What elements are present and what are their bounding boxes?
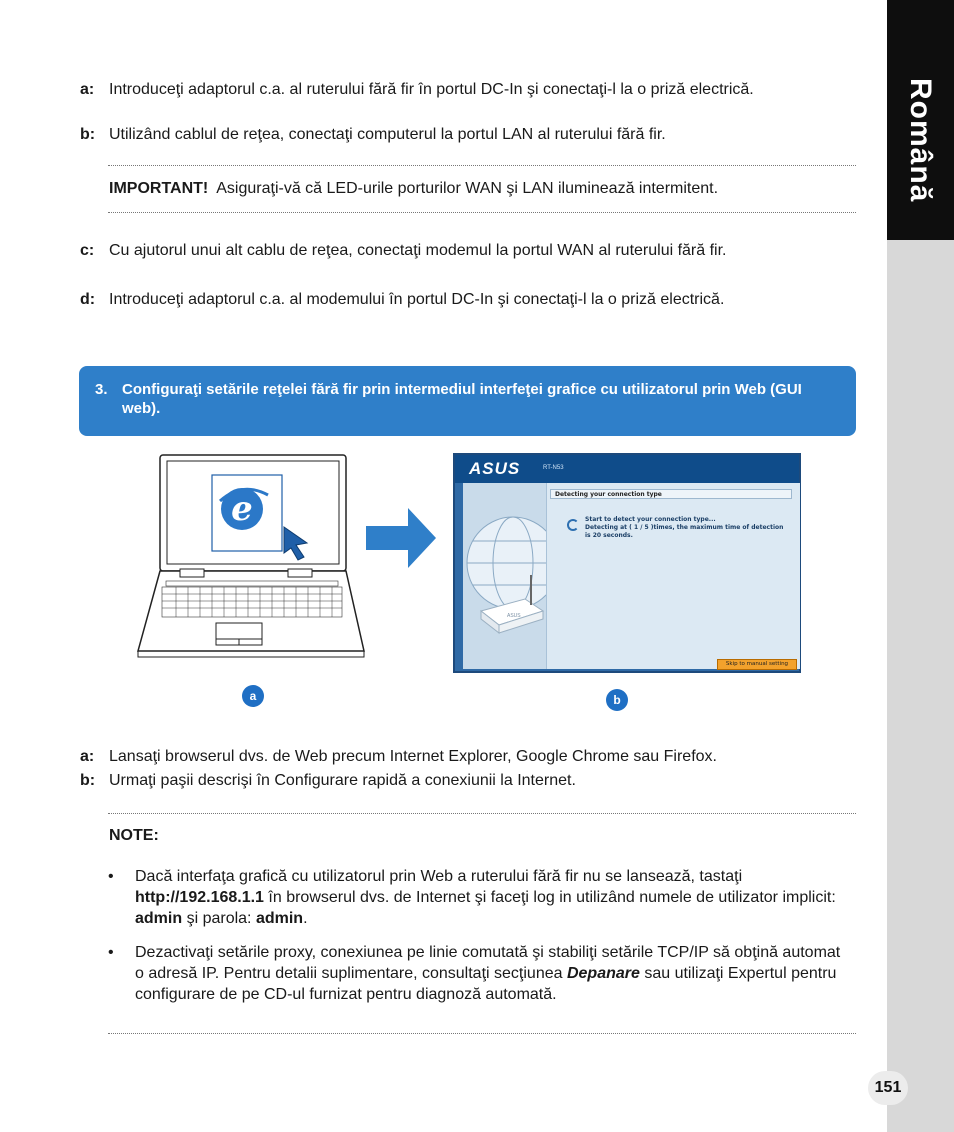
step-text: Introduceţi adaptorul c.a. al ruterului fără fir în portul DC-In şi conectaţi-l la o priză electrică. xyxy=(109,81,754,98)
router-model: RT-N53 xyxy=(543,465,564,471)
step-text: Cu ajutorul unui alt cablu de reţea, conectaţi modemul la portul WAN al ruterului fără fir. xyxy=(109,242,727,259)
important-text: Asiguraţi-vă că LED-urile porturilor WAN şi LAN iluminează intermitent. xyxy=(216,180,719,197)
troubleshooting-ref: Depanare xyxy=(566,965,640,982)
step-marker: b: xyxy=(80,126,96,143)
detect-line-1: Start to detect your connection type... xyxy=(585,516,716,523)
dotted-divider xyxy=(108,165,856,166)
detect-panel-title: Detecting your connection type xyxy=(550,489,792,499)
step-text: Utilizând cablul de reţea, conectaţi computerul la portul LAN al ruterului fără fir. xyxy=(109,126,666,143)
arrow-right-icon xyxy=(366,508,436,568)
step-text: Introduceţi adaptorul c.a. al modemului în portul DC-In şi conectaţi-l la o priză electrică. xyxy=(109,291,725,308)
section-banner xyxy=(79,366,856,436)
text-span: în browserul dvs. de Internet şi faceţi log in utilizând numele de utilizator implicit: xyxy=(263,889,836,906)
bullet-text xyxy=(135,866,848,929)
step-marker: a: xyxy=(80,748,95,765)
step-text: Lansaţi browserul dvs. de Web precum Internet Explorer, Google Chrome sau Firefox. xyxy=(109,748,717,765)
router-url: http://192.168.1.1 xyxy=(135,889,264,906)
step-marker: c: xyxy=(80,242,95,259)
default-password: admin xyxy=(255,910,304,927)
section-number: 3. xyxy=(95,381,108,398)
laptop-illustration xyxy=(136,453,368,661)
note-bullet-1 xyxy=(108,866,848,929)
step-c xyxy=(80,242,850,260)
bullet-dot: • xyxy=(108,944,114,961)
step-b-top xyxy=(80,126,850,144)
text-span: Dezactivaţi setările proxy, conexiunea pe linie comutată şi stabiliţi setările TCP/IP să obţină automat o adresă IP. Pentru detalii suplimentare, consultaţi secţiunea xyxy=(135,944,841,982)
bullet-text xyxy=(135,942,848,1005)
page-number: 151 xyxy=(868,1071,908,1105)
text-span: sau utilizaţi Expertul pentru configurare de pe CD-ul furnizat pentru diagnoză automată. xyxy=(135,965,837,1003)
section-title: Configuraţi setările reţelei fără fir prin intermediul interfeţei grafice cu utilizatorul prin Web (GUI web). xyxy=(122,381,802,417)
text-span: . xyxy=(303,910,308,927)
note-bullet-2 xyxy=(108,942,848,1005)
important-note xyxy=(109,180,718,198)
text-span: Dacă interfaţa grafică cu utilizatorul prin Web a ruterului fără fir nu se lansează, tastaţi xyxy=(135,868,743,885)
dotted-divider xyxy=(108,212,856,213)
important-label: IMPORTANT! xyxy=(109,180,209,197)
gui-left-panel xyxy=(463,483,546,669)
step-d xyxy=(80,291,850,309)
internet-explorer-icon xyxy=(212,475,282,551)
dotted-divider xyxy=(108,813,856,814)
asus-logo: ASUS xyxy=(469,459,521,478)
skip-manual-setting-button[interactable]: Skip to manual setting xyxy=(717,659,797,670)
step-a-top xyxy=(80,81,850,99)
step-a-bottom xyxy=(80,748,850,766)
note-heading: NOTE: xyxy=(109,827,159,844)
globe-router-graphic xyxy=(463,483,546,669)
step-marker: d: xyxy=(80,291,96,308)
loading-spinner-icon xyxy=(567,519,579,531)
figure-badge-b: b xyxy=(606,689,628,711)
step-text: Urmaţi paşii descrişi în Configurare rapidă a conexiunii la Internet. xyxy=(109,772,576,789)
step-b-bottom xyxy=(80,772,850,790)
figure-badge-a: a xyxy=(242,685,264,707)
default-username: admin xyxy=(135,910,183,927)
detect-line-2: Detecting at ( 1 / 5 )times, the maximum time of detection is 20 seconds. xyxy=(585,524,784,539)
language-label: Română xyxy=(904,78,937,203)
detect-message xyxy=(585,516,785,540)
gui-right-panel xyxy=(546,483,800,669)
step-marker: b: xyxy=(80,772,96,789)
svg-text:e: e xyxy=(231,489,253,529)
router-label: ASUS xyxy=(507,613,521,619)
dotted-divider xyxy=(108,1033,856,1034)
router-gui-screenshot xyxy=(453,453,801,673)
text-span: şi parola: xyxy=(182,910,256,927)
step-marker: a: xyxy=(80,81,95,98)
bullet-dot: • xyxy=(108,868,114,885)
